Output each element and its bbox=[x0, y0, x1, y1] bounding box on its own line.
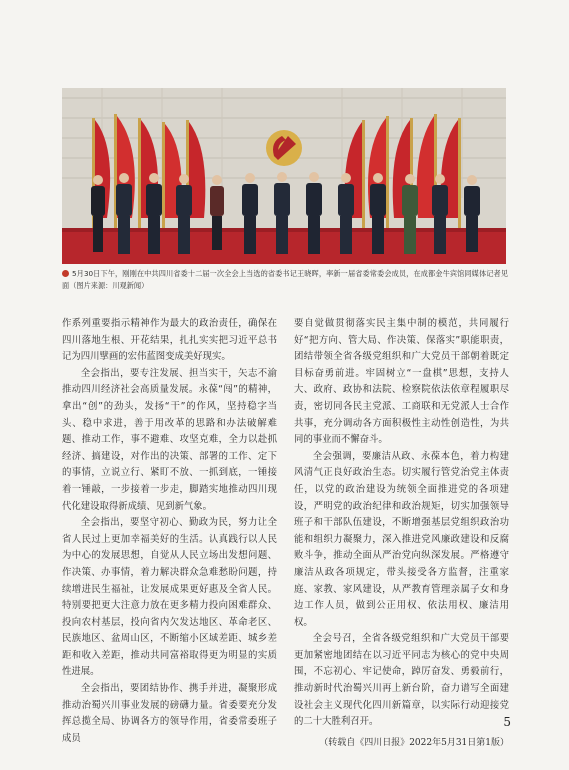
press-photo-illustration bbox=[62, 88, 506, 264]
paragraph: 全会指出，要坚守初心、勤政为民，努力让全省人民过上更加幸福美好的生活。认真践行以人民为中心的发展思想，自觉从人民立场出发想问题、作决策、办事情，着力解决群众急难愁盼问题，持续增进民生福祉，让发展成果更好惠及全省人民。特别要把更大注意力放在更多精力投向困难群众、投向农村基层，投向省内欠发达地区、革命老区、民族地区、盆周山区，不断缩小区域差距、城乡差距和收入差距，推动共同富裕取得更为明显的实质性进展。 bbox=[62, 517, 277, 678]
paragraph: 全会强调，要廉洁从政、永葆本色，着力构建风清气正良好政治生态。切实履行管党治党主体责任，以党的政治建设为统领全面推进党的各项建设，严明党的政治纪律和政治规矩，切实加强领导班子和干部队伍建设，不断增强基层党组织政治功能和组织力凝聚力，深入推进党风廉政建设和反腐败斗争，推动全面从严治党向纵深发展。严格遵守廉洁从政各项规定，带头接受各方监督，注重家庭、家教、家风建设，从严教育管理亲属子女和身边工作人员，做到公正用权、依法用权、廉洁用权。 bbox=[294, 450, 509, 628]
photo-caption bbox=[62, 268, 508, 292]
press-photo bbox=[62, 88, 506, 264]
article-right-column bbox=[294, 316, 509, 751]
caption-text: 5月30日下午，刚刚在中共四川省委十二届一次全会上当选的省委书记王晓晖，率新一届省委常委会成员，在成都金牛宾馆同媒体记者见面（图片来源：川观新闻） bbox=[62, 269, 508, 290]
paragraph: 全会指出，要团结协作、携手并进，凝聚形成推动治蜀兴川事业发展的磅礴力量。省委要充分发挥总揽全局、协调各方的领导作用，省委常委班子成员 bbox=[62, 683, 277, 744]
caption-bullet-icon bbox=[62, 270, 69, 277]
party-emblem bbox=[266, 130, 302, 166]
source-note: （转载自《四川日报》2022年5月31日第1版） bbox=[319, 737, 509, 748]
page-number: 5 bbox=[503, 715, 511, 729]
article-left-column bbox=[62, 316, 277, 747]
paragraph: 全会号召，全省各级党组织和广大党员干部要更加紧密地团结在以习近平同志为核心的党中央周围，不忘初心、牢记使命，踔厉奋发、勇毅前行，推动新时代治蜀兴川再上新台阶，奋力谱写全面建设社会主义现代化四川新篇章，以实际行动迎接党的二十大胜利召开。 bbox=[294, 633, 509, 728]
paragraph: 全会指出，要专注发展、担当实干，矢志不渝推动四川经济社会高质量发展。永葆“闯”的精神，拿出“创”的劲头，发扬“干”的作风，坚持稳字当头、稳中求进，善于用改革的思路和办法破解难题、推动工作，事不避难、攻坚克难，全力以赴抓经济、搞建设，对作出的决策、部署的工作、定下的事情，立说立行、紧盯不放、一抓到底，一锤接着一锤敲，一步接着一步走，脚踏实地推动四川现代化建设取得新成绩、见到新气象。 bbox=[62, 367, 277, 512]
paragraph: 要自觉做贯彻落实民主集中制的模范，共同履行好“把方向、管大局、作决策、保落实”职能职责，团结带领全省各级党组织和广大党员干部朝着既定目标奋勇前进。牢固树立“一盘棋”思想，支持人大、政府、政协和法院、检察院依法依章程履职尽责，密切同各民主党派、工商联和无党派人士合作共事，充分调动各方面积极性主动性创造性，为共同的事业而不懈奋斗。 bbox=[294, 318, 509, 446]
paragraph: 作系列重要指示精神作为最大的政治责任，确保在四川落地生根、开花结果，扎扎实实把习近平总书记为四川擘画的宏伟蓝图变成美好现实。 bbox=[62, 318, 277, 363]
